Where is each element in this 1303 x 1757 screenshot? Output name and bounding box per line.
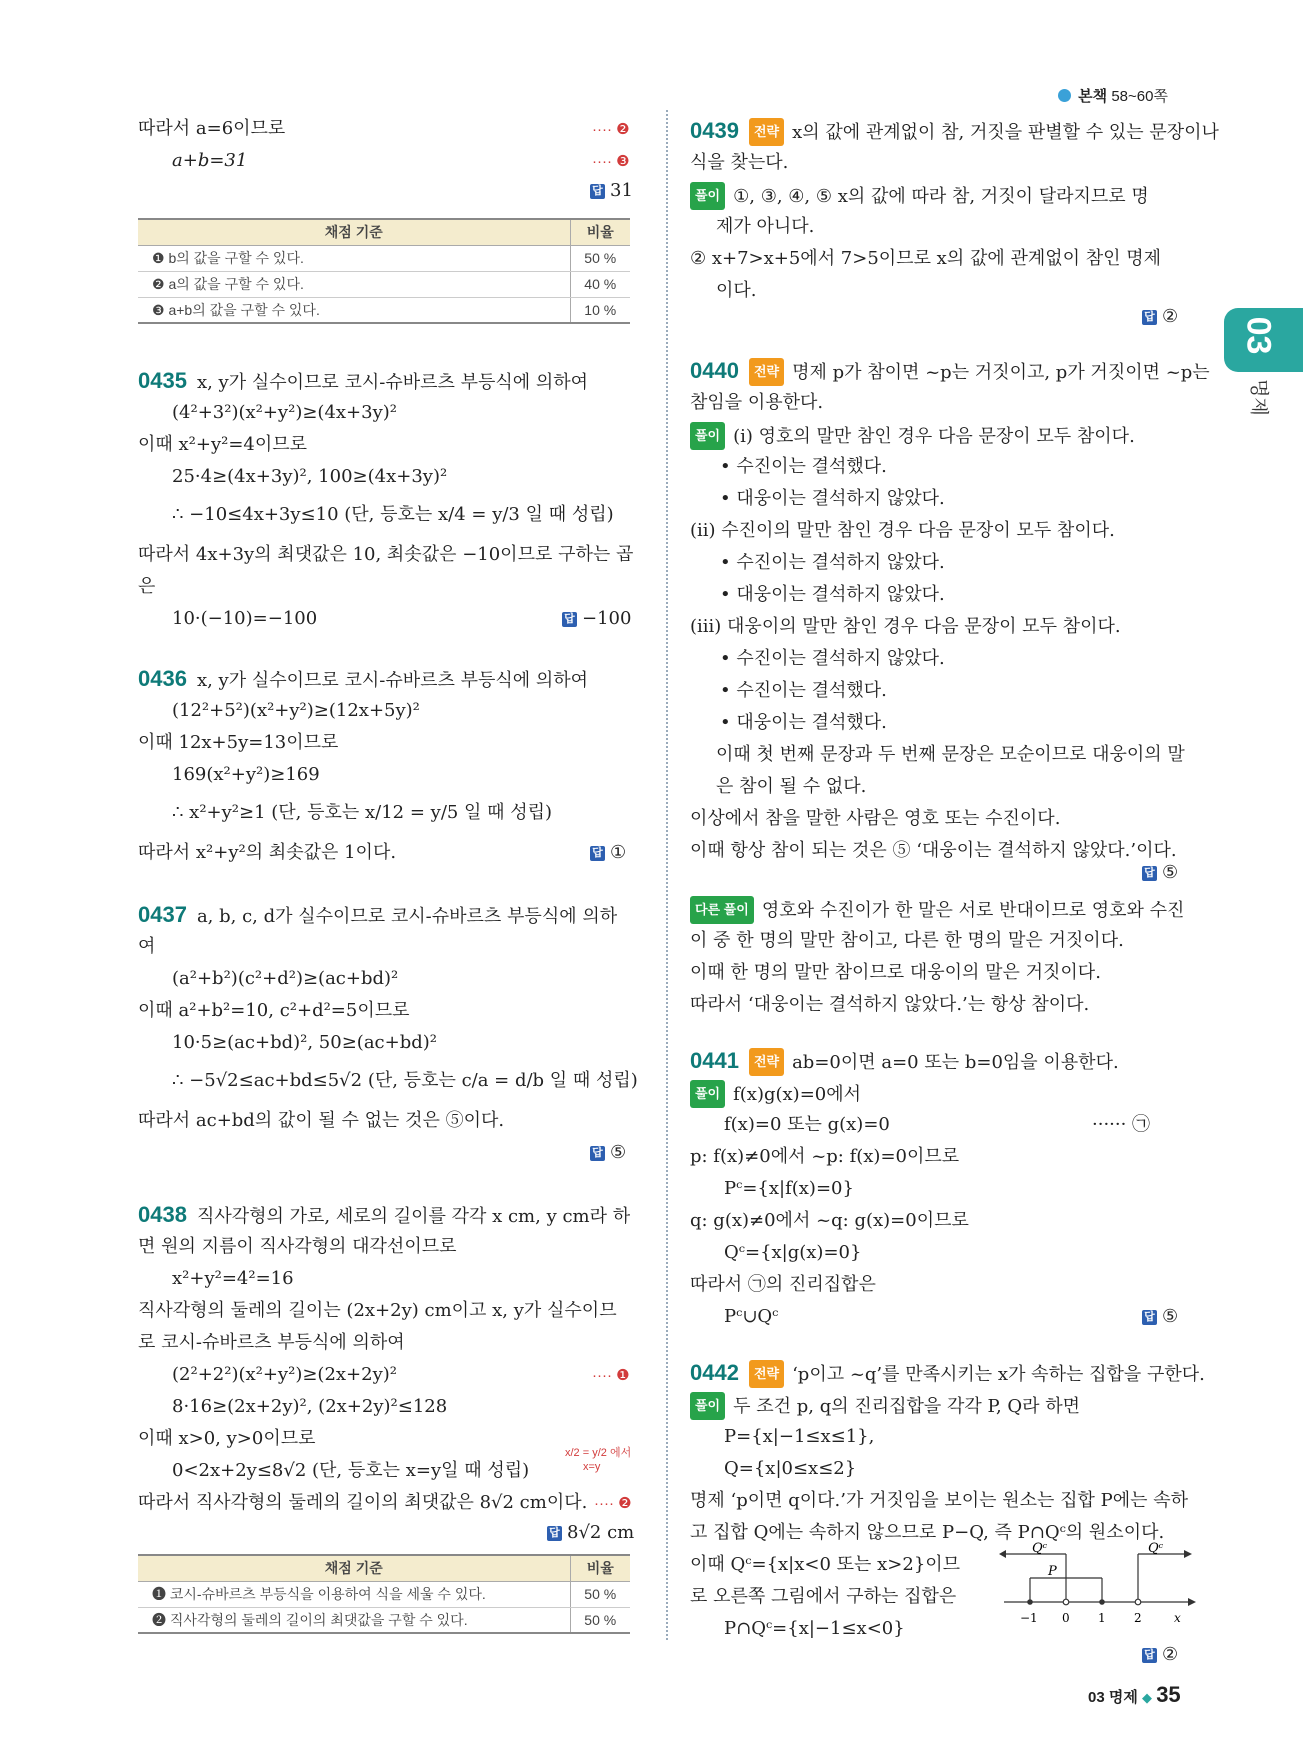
problem-0440-line: [690, 358, 1210, 386]
step-marker: ···· ❷: [592, 121, 630, 138]
text-line: (4²+3²)(x²+y²)≥(4x+3y)²: [172, 402, 397, 423]
text-line: 직사각형의 둘레의 길이는 (2x+2y) cm이고 x, y가 실수이므: [138, 1300, 617, 1321]
footer-chapter: 03 명제: [1088, 1689, 1138, 1706]
problem-number: 0438: [138, 1202, 187, 1227]
table-row: [138, 1607, 630, 1633]
table-row: [138, 1581, 630, 1607]
table-cell: 50 %: [570, 1581, 630, 1607]
table-cell: 50 %: [570, 245, 630, 271]
step-marker: ···· ❸: [592, 153, 630, 170]
text: 두 조건 p, q의 진리집합을 각각 P, Q라 하면: [733, 1396, 1081, 1417]
text-line: P={x|−1≤x≤1},: [724, 1426, 875, 1447]
problem-number: 0435: [138, 368, 187, 393]
problem-0435-line: [138, 368, 588, 396]
side-note-text: x/2 = y/2 에서: [565, 1447, 632, 1459]
answer-value: ①: [610, 842, 627, 863]
arrow-left-icon: [999, 1550, 1006, 1558]
text-line: • 대웅이는 결석하지 않았다.: [720, 488, 945, 509]
text-line: 면 원의 지름이 직사각형의 대각선이므로: [138, 1236, 457, 1257]
text: ‘p이고 ~q’를 만족시키는 x가 속하는 집합을 구한다.: [792, 1364, 1205, 1385]
table-cell: ❸ a+b의 값을 구할 수 있다.: [138, 297, 570, 323]
answer-icon: 답: [590, 1146, 605, 1161]
p-label: P: [1048, 1564, 1057, 1579]
answer-value: 31: [610, 180, 633, 201]
text-line: 이때 a²+b²=10, c²+d²=5이므로: [138, 1000, 410, 1021]
table-header: 채점 기준: [138, 1555, 570, 1581]
text: a, b, c, d가 실수이므로 코시-슈바르츠 부등식에 의하: [196, 906, 618, 927]
table-cell: 40 %: [570, 271, 630, 297]
diamond-icon: ◆: [1142, 1690, 1153, 1705]
text-line: 따라서 x²+y²의 최솟값은 1이다.: [138, 842, 397, 863]
text-line: 이상에서 참을 말한 사람은 영호 또는 수진이다.: [690, 808, 1061, 829]
answer-value: ②: [1162, 306, 1179, 327]
text-line: • 수진이는 결석했다.: [720, 680, 887, 701]
point-closed: [1099, 1599, 1105, 1605]
text-line: 따라서 4x+3y의 최댓값은 10, 최솟값은 −10이므로 구하는 곱: [138, 544, 634, 565]
page-footer: [1088, 1682, 1181, 1710]
text: ab=0이면 a=0 또는 b=0임을 이용한다.: [792, 1052, 1119, 1073]
ref-label: 본책: [1078, 88, 1108, 105]
problem-0441-line: [690, 1048, 1119, 1076]
axis-label: x: [1174, 1611, 1181, 1625]
alt-solution-line: [690, 896, 1184, 924]
side-note-text: x=y: [583, 1461, 601, 1473]
text-line: (iii) 대웅이의 말만 참인 경우 다음 문장이 모두 참이다.: [690, 616, 1121, 637]
text-line: ∴ −10≤4x+3y≤10 (단, 등호는 x/4 = y/3 일 때 성립): [172, 504, 614, 525]
answer-icon: 답: [590, 846, 605, 861]
answer-icon: 답: [590, 184, 605, 199]
answer-icon: 답: [1142, 1310, 1157, 1325]
solution-line: [690, 182, 1149, 210]
strategy-tag: 전략: [749, 358, 784, 386]
text: 명제 p가 참이면 ~p는 거짓이고, p가 거짓이면 ~p는: [792, 362, 1210, 383]
text-line: Pᶜ∪Qᶜ: [724, 1306, 779, 1327]
number-line-figure: [998, 1540, 1198, 1636]
text: 직사각형의 가로, 세로의 길이를 각각 x cm, y cm라 하: [196, 1206, 631, 1227]
table-cell: ❶ b의 값을 구할 수 있다.: [138, 245, 570, 271]
table-row: [138, 245, 630, 271]
text-line: 따라서 ㉠의 진리집합은: [690, 1274, 876, 1295]
answer: [1142, 862, 1178, 883]
text-line: 여: [138, 936, 156, 957]
book-icon: [1058, 89, 1071, 102]
text-line: 이다.: [716, 280, 757, 301]
answer-value: ⑤: [1162, 1306, 1179, 1327]
scoring-table: [138, 218, 630, 324]
text-line: Pᶜ={x|f(x)=0}: [724, 1178, 854, 1199]
text-line: • 대웅이는 결석하지 않았다.: [720, 584, 945, 605]
answer-value: ⑤: [610, 1142, 627, 1163]
solution-tag: 풀이: [690, 422, 725, 450]
text-line: (ii) 수진이의 말만 참인 경우 다음 문장이 모두 참이다.: [690, 520, 1115, 541]
text-line: (a²+b²)(c²+d²)≥(ac+bd)²: [172, 968, 399, 989]
text-line: 10·(−10)=−100: [172, 608, 318, 629]
problem-0436-line: [138, 666, 588, 694]
tick-label: −1: [1020, 1611, 1038, 1625]
text-line: ∴ −5√2≤ac+bd≤5√2 (단, 등호는 c/a = d/b 일 때 성립): [172, 1070, 638, 1091]
table-cell: ❷ 직사각형의 둘레의 길이의 최댓값을 구할 수 있다.: [138, 1607, 570, 1633]
solution-line: [690, 1080, 861, 1108]
qc-left-label: Qᶜ: [1032, 1541, 1048, 1556]
column-divider: [666, 110, 668, 1640]
equation-mark: ······ ㉠: [1092, 1114, 1151, 1135]
text: x, y가 실수이므로 코시-슈바르츠 부등식에 의하여: [196, 670, 589, 691]
text-line: f(x)=0 또는 g(x)=0: [724, 1114, 890, 1135]
chapter-name: 명제: [1247, 379, 1269, 416]
table-header: 비율: [570, 1555, 630, 1581]
text-line: 은: [138, 576, 156, 597]
answer-icon: 답: [1142, 310, 1157, 325]
text-line: x²+y²=4²=16: [172, 1268, 294, 1289]
text-line: 이 중 한 명의 말만 참이고, 다른 한 명의 말은 거짓이다.: [690, 930, 1124, 951]
text-line: 로 오른쪽 그림에서 구하는 집합은: [690, 1586, 957, 1607]
problem-0437-line: [138, 902, 617, 930]
page-reference: [1058, 84, 1168, 112]
answer: [1142, 1306, 1178, 1327]
answer: [590, 180, 633, 201]
text-line: Qᶜ={x|g(x)=0}: [724, 1242, 862, 1263]
text-line: 로 코시-슈바르츠 부등식에 의하여: [138, 1332, 405, 1353]
strategy-tag: 전략: [749, 118, 784, 146]
axis-arrow-icon: [1188, 1598, 1196, 1606]
tick-label: 1: [1098, 1611, 1106, 1625]
text-line: 8·16≥(2x+2y)², (2x+2y)²≤128: [172, 1396, 448, 1417]
text-line: 은 참이 될 수 없다.: [716, 776, 867, 797]
text: f(x)g(x)=0에서: [733, 1084, 862, 1105]
text-line: 고 집합 Q에는 속하지 않으므로 P−Q, 즉 P∩Qᶜ의 원소이다.: [690, 1522, 1165, 1543]
problem-number: 0440: [690, 358, 739, 383]
text-line: 이때 Qᶜ={x|x<0 또는 x>2}이므: [690, 1554, 961, 1575]
text: x의 값에 관계없이 참, 거짓을 판별할 수 있는 문장이나: [792, 122, 1219, 143]
problem-0442-line: [690, 1360, 1205, 1388]
page-number: 35: [1156, 1682, 1181, 1707]
answer: [547, 1522, 634, 1543]
solution-line: [690, 422, 1135, 450]
text-line: 이때 x>0, y>0이므로: [138, 1428, 316, 1449]
text-line: 따라서 직사각형의 둘레의 길이의 최댓값은 8√2 cm이다.: [138, 1492, 588, 1513]
text-line: (2²+2²)(x²+y²)≥(2x+2y)²: [172, 1364, 397, 1385]
text: ①, ③, ④, ⑤ x의 값에 따라 참, 거짓이 달라지므로 명: [733, 186, 1149, 207]
solution-tag: 풀이: [690, 1392, 725, 1420]
strategy-tag: 전략: [749, 1048, 784, 1076]
qc-right-label: Qᶜ: [1148, 1541, 1164, 1556]
chapter-number: 03: [1239, 316, 1278, 355]
text-line: ∴ x²+y²≥1 (단, 등호는 x/12 = y/5 일 때 성립): [172, 802, 553, 823]
problem-number: 0436: [138, 666, 187, 691]
problem-0439-line: [690, 118, 1219, 146]
step-marker: ···· ❷: [594, 1495, 632, 1512]
text-line: 이때 12x+5y=13이므로: [138, 732, 339, 753]
answer-value: −100: [582, 608, 632, 629]
answer-value: ②: [1162, 1644, 1179, 1665]
text: x, y가 실수이므로 코시-슈바르츠 부등식에 의하여: [196, 372, 589, 393]
text-line: 0<2x+2y≤8√2 (단, 등호는 x=y일 때 성립): [172, 1460, 530, 1481]
answer-value: 8√2 cm: [567, 1522, 635, 1543]
solution-line: [690, 1392, 1080, 1420]
alt-solution-tag: 다른 풀이: [690, 896, 754, 924]
answer-value: ⑤: [1162, 862, 1179, 883]
text-line: (12²+5²)(x²+y²)≥(12x+5y)²: [172, 700, 420, 721]
answer: [1142, 1644, 1178, 1665]
text-line: 따라서 a=6이므로: [138, 118, 286, 139]
text-line: • 수진이는 결석했다.: [720, 456, 887, 477]
arrow-right-icon: [1184, 1550, 1192, 1558]
answer: [590, 842, 626, 863]
table-cell: ❷ a의 값을 구할 수 있다.: [138, 271, 570, 297]
text-line: • 대웅이는 결석했다.: [720, 712, 887, 733]
text-line: a+b=31: [172, 150, 248, 171]
tick-label: 0: [1062, 1611, 1070, 1625]
text-line: 이때 첫 번째 문장과 두 번째 문장은 모순이므로 대웅이의 말: [716, 744, 1185, 765]
problem-number: 0441: [690, 1048, 739, 1073]
answer: [562, 608, 631, 629]
text-line: Q={x|0≤x≤2}: [724, 1458, 857, 1479]
problem-number: 0437: [138, 902, 187, 927]
answer-icon: 답: [562, 612, 577, 627]
solution-tag: 풀이: [690, 182, 725, 210]
problem-number: 0439: [690, 118, 739, 143]
answer: [1142, 306, 1178, 327]
answer: [590, 1142, 626, 1163]
text-line: 이때 한 명의 말만 참이므로 대웅이의 말은 거짓이다.: [690, 962, 1101, 983]
table-cell: 50 %: [570, 1607, 630, 1633]
step-marker: ···· ❶: [592, 1367, 630, 1384]
solution-tag: 풀이: [690, 1080, 725, 1108]
text-line: P∩Qᶜ={x|−1≤x<0}: [724, 1618, 905, 1639]
text-line: 10·5≥(ac+bd)², 50≥(ac+bd)²: [172, 1032, 437, 1053]
text-line: 따라서 ‘대웅이는 결석하지 않았다.’는 항상 참이다.: [690, 994, 1090, 1015]
problem-number: 0442: [690, 1360, 739, 1385]
table-header: 비율: [570, 219, 630, 245]
text-line: 이때 x²+y²=4이므로: [138, 434, 308, 455]
text: 영호와 수진이가 한 말은 서로 반대이므로 영호와 수진: [761, 900, 1185, 921]
tick-label: 2: [1134, 1611, 1142, 1625]
text-line: 따라서 ac+bd의 값이 될 수 없는 것은 ⑤이다.: [138, 1110, 505, 1131]
text-line: 169(x²+y²)≥169: [172, 764, 320, 785]
text-line: • 수진이는 결석하지 않았다.: [720, 552, 945, 573]
text-line: 참임을 이용한다.: [690, 392, 824, 413]
text-line: 25·4≥(4x+3y)², 100≥(4x+3y)²: [172, 466, 448, 487]
text-line: p: f(x)≠0에서 ~p: f(x)=0이므로: [690, 1146, 960, 1167]
text-line: • 수진이는 결석하지 않았다.: [720, 648, 945, 669]
side-note: [565, 1446, 631, 1474]
point-open: [1135, 1599, 1141, 1605]
table-row: [138, 297, 630, 323]
text-line: q: g(x)≠0에서 ~q: g(x)=0이므로: [690, 1210, 969, 1231]
answer-icon: 답: [1142, 1648, 1157, 1663]
strategy-tag: 전략: [749, 1360, 784, 1388]
table-row: [138, 271, 630, 297]
table-cell: 10 %: [570, 297, 630, 323]
table-cell: ❶ 코시-슈바르츠 부등식을 이용하여 식을 세울 수 있다.: [138, 1581, 570, 1607]
point-open: [1063, 1599, 1069, 1605]
table-header: 채점 기준: [138, 219, 570, 245]
problem-0438-line: [138, 1202, 630, 1230]
ref-pages: 58~60쪽: [1111, 88, 1168, 105]
answer-icon: 답: [547, 1526, 562, 1541]
text-line: 이때 항상 참이 되는 것은 ⑤ ‘대웅이는 결석하지 않았다.’이다.: [690, 840, 1177, 861]
text-line: 명제 ‘p이면 q이다.’가 거짓임을 보이는 원소는 집합 P에는 속하: [690, 1490, 1189, 1511]
text-line: ② x+7>x+5에서 7>5이므로 x의 값에 관계없이 참인 명제: [690, 248, 1161, 269]
answer-icon: 답: [1142, 866, 1157, 881]
point-closed: [1027, 1599, 1033, 1605]
text-line: 식을 찾는다.: [690, 152, 789, 173]
text: (i) 영호의 말만 참인 경우 다음 문장이 모두 참이다.: [733, 426, 1135, 447]
scoring-table: [138, 1554, 630, 1634]
text-line: 제가 아니다.: [716, 216, 815, 237]
